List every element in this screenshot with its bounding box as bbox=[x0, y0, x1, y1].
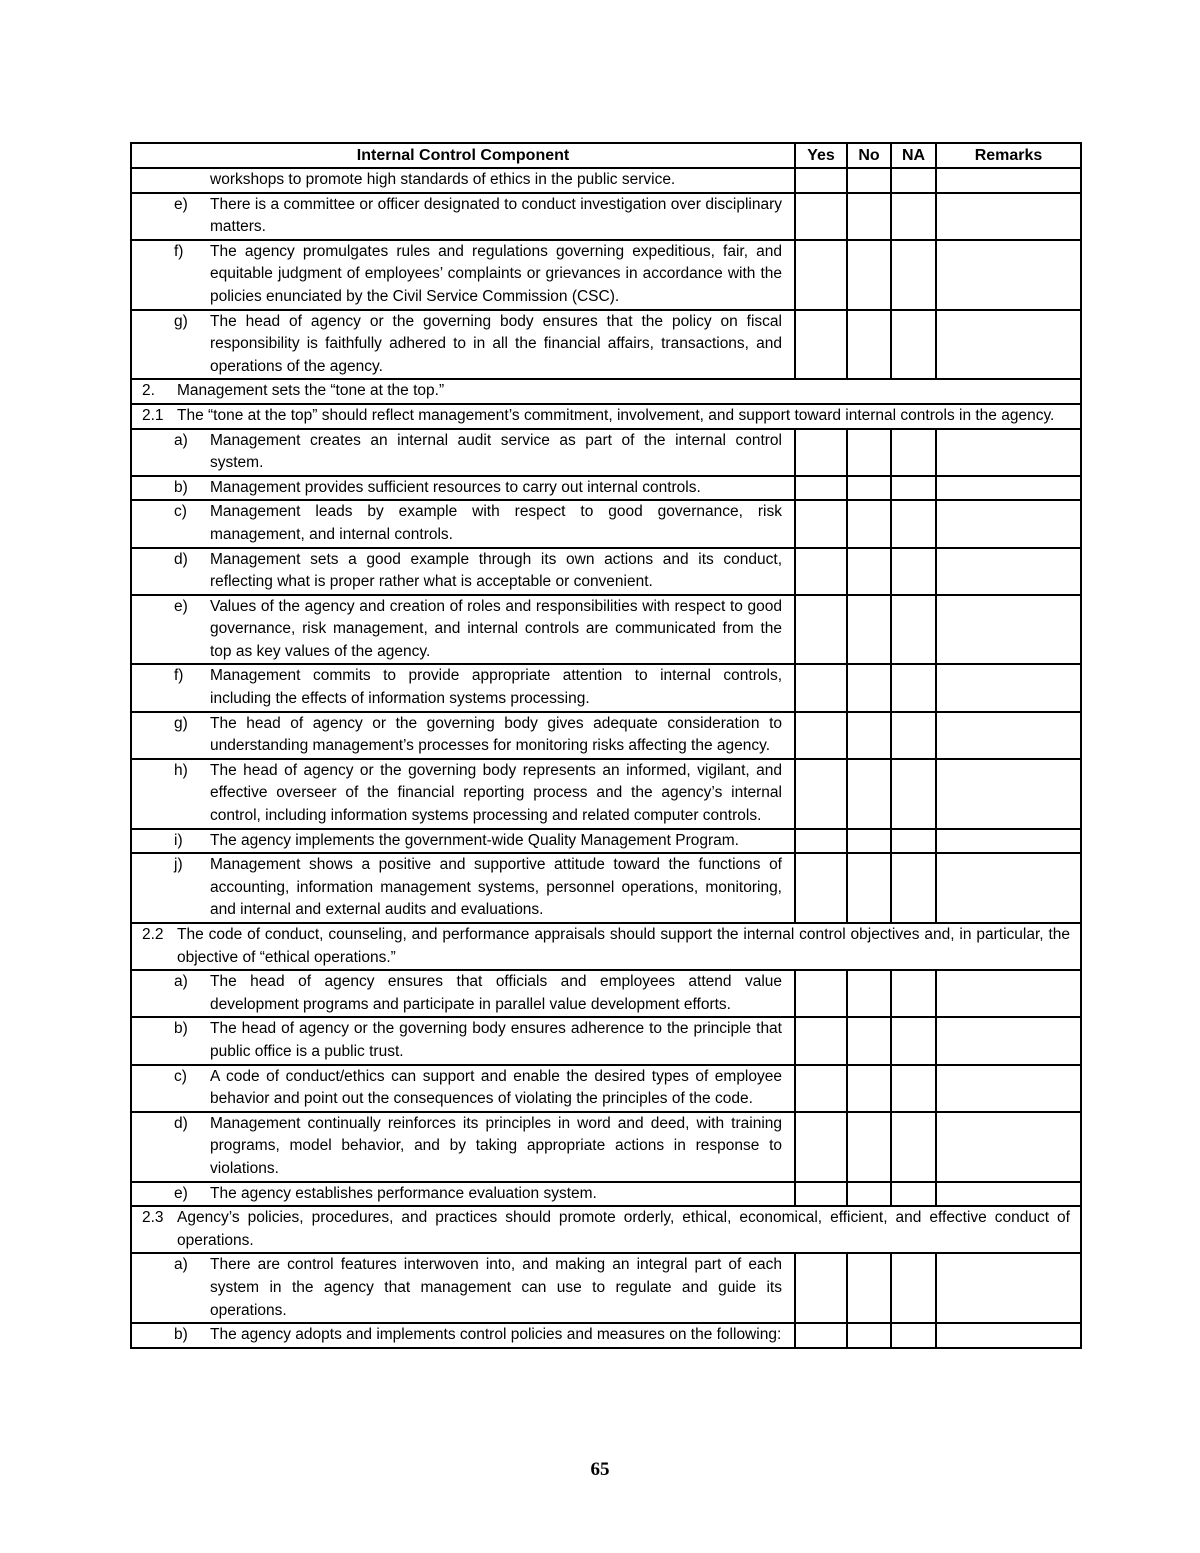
table-row bbox=[131, 168, 1081, 193]
item-letter: b) bbox=[174, 478, 188, 496]
item-letter: g) bbox=[174, 714, 188, 732]
item-cell bbox=[131, 548, 795, 595]
yes-cell[interactable] bbox=[795, 548, 847, 595]
table-header-row bbox=[131, 143, 1081, 168]
table-row bbox=[131, 712, 1081, 759]
section-cell bbox=[131, 404, 1081, 429]
section-row bbox=[131, 1206, 1081, 1253]
item-letter: d) bbox=[174, 1114, 188, 1132]
na-cell[interactable] bbox=[891, 712, 936, 759]
remarks-cell[interactable] bbox=[936, 310, 1081, 380]
item-letter: h) bbox=[174, 761, 188, 779]
table-row bbox=[131, 595, 1081, 665]
na-cell[interactable] bbox=[891, 829, 936, 854]
table-row bbox=[131, 548, 1081, 595]
yes-cell[interactable] bbox=[795, 500, 847, 547]
item-letter: a) bbox=[174, 431, 188, 449]
item-letter: d) bbox=[174, 550, 188, 568]
no-cell[interactable] bbox=[847, 548, 891, 595]
no-cell[interactable] bbox=[847, 1065, 891, 1112]
table-row bbox=[131, 1253, 1081, 1323]
yes-cell[interactable] bbox=[795, 193, 847, 240]
table-row bbox=[131, 1017, 1081, 1064]
header-component: Internal Control Component bbox=[131, 143, 795, 168]
item-letter: c) bbox=[174, 503, 187, 521]
remarks-cell[interactable] bbox=[936, 548, 1081, 595]
yes-cell[interactable] bbox=[795, 970, 847, 1017]
section-text: The code of conduct, counseling, and performance appraisals should support the internal control objectives and, in particular, the objective of “ethical operations.” bbox=[177, 926, 1070, 966]
yes-cell[interactable] bbox=[795, 1253, 847, 1323]
na-cell[interactable] bbox=[891, 193, 936, 240]
item-cell bbox=[131, 1112, 795, 1182]
table-row bbox=[131, 970, 1081, 1017]
yes-cell[interactable] bbox=[795, 429, 847, 476]
yes-cell[interactable] bbox=[795, 1065, 847, 1112]
section-number: 2.3 bbox=[142, 1209, 164, 1227]
item-text: The agency establishes performance evaluation system. bbox=[210, 1184, 597, 1202]
header-na: NA bbox=[891, 143, 936, 168]
no-cell[interactable] bbox=[847, 1112, 891, 1182]
na-cell[interactable] bbox=[891, 853, 936, 923]
table-row bbox=[131, 240, 1081, 310]
section-number: 2. bbox=[142, 382, 155, 400]
table-row bbox=[131, 1112, 1081, 1182]
table-row bbox=[131, 853, 1081, 923]
remarks-cell[interactable] bbox=[936, 1323, 1081, 1348]
yes-cell[interactable] bbox=[795, 476, 847, 501]
yes-cell[interactable] bbox=[795, 1182, 847, 1207]
remarks-cell[interactable] bbox=[936, 500, 1081, 547]
item-letter: a) bbox=[174, 1256, 188, 1274]
item-text: Management shows a positive and supportive attitude toward the functions of accounting, information management systems, personnel operations, monitoring, and internal and external audits and evaluations. bbox=[210, 856, 782, 919]
remarks-cell[interactable] bbox=[936, 476, 1081, 501]
yes-cell[interactable] bbox=[795, 1017, 847, 1064]
no-cell[interactable] bbox=[847, 759, 891, 829]
no-cell[interactable] bbox=[847, 1017, 891, 1064]
item-cell bbox=[131, 1065, 795, 1112]
item-letter: b) bbox=[174, 1326, 188, 1344]
item-letter: b) bbox=[174, 1020, 188, 1038]
section-row bbox=[131, 923, 1081, 970]
remarks-cell[interactable] bbox=[936, 664, 1081, 711]
remarks-cell[interactable] bbox=[936, 712, 1081, 759]
item-letter: g) bbox=[174, 312, 188, 330]
item-text: Values of the agency and creation of roles and responsibilities with respect to good governance, risk management, and internal controls are communicated from the top as key values of the agency. bbox=[210, 597, 782, 660]
no-cell[interactable] bbox=[847, 829, 891, 854]
item-text: The head of agency or the governing body ensures that the policy on fiscal responsibility is faithfully adhered to in all the financial affairs, transactions, and operations of the agency. bbox=[210, 312, 782, 375]
header-yes: Yes bbox=[795, 143, 847, 168]
section-row bbox=[131, 379, 1081, 404]
header-remarks: Remarks bbox=[936, 143, 1081, 168]
na-cell[interactable] bbox=[891, 1323, 936, 1348]
remarks-cell[interactable] bbox=[936, 759, 1081, 829]
yes-cell[interactable] bbox=[795, 853, 847, 923]
table-row bbox=[131, 664, 1081, 711]
section-cell bbox=[131, 923, 1081, 970]
remarks-cell[interactable] bbox=[936, 1112, 1081, 1182]
yes-cell[interactable] bbox=[795, 712, 847, 759]
item-letter: i) bbox=[174, 831, 183, 849]
table-row bbox=[131, 1323, 1081, 1348]
no-cell[interactable] bbox=[847, 853, 891, 923]
table-row bbox=[131, 1065, 1081, 1112]
no-cell[interactable] bbox=[847, 664, 891, 711]
table-row bbox=[131, 759, 1081, 829]
internal-control-checklist-table bbox=[130, 142, 1082, 1349]
remarks-cell[interactable] bbox=[936, 1065, 1081, 1112]
na-cell[interactable] bbox=[891, 500, 936, 547]
item-cell bbox=[131, 829, 795, 854]
section-cell bbox=[131, 379, 1081, 404]
item-cell bbox=[131, 240, 795, 310]
na-cell[interactable] bbox=[891, 240, 936, 310]
na-cell[interactable] bbox=[891, 1017, 936, 1064]
item-cell bbox=[131, 1017, 795, 1064]
yes-cell[interactable] bbox=[795, 595, 847, 665]
remarks-cell[interactable] bbox=[936, 853, 1081, 923]
item-cell bbox=[131, 853, 795, 923]
item-letter: f) bbox=[174, 242, 184, 260]
section-number: 2.2 bbox=[142, 926, 164, 943]
item-text: The head of agency or the governing body ensures adherence to the principle that public office is a public trust. bbox=[210, 1020, 782, 1060]
item-cell bbox=[131, 476, 795, 501]
section-text: Agency’s policies, procedures, and practices should promote orderly, ethical, economical, efficient, and effective conduct of operations. bbox=[177, 1209, 1070, 1249]
item-text: Management creates an internal audit service as part of the internal control system. bbox=[210, 431, 782, 472]
remarks-cell[interactable] bbox=[936, 595, 1081, 665]
header-no: No bbox=[847, 143, 891, 168]
item-text: The head of agency or the governing body gives adequate consideration to understanding management’s processes for monitoring risks affecting the agency. bbox=[210, 714, 782, 755]
item-text: Management commits to provide appropriate attention to internal controls, including the effects of information systems processing. bbox=[210, 667, 782, 708]
item-letter: e) bbox=[174, 1184, 188, 1202]
na-cell[interactable] bbox=[891, 310, 936, 380]
na-cell[interactable] bbox=[891, 759, 936, 829]
item-text: A code of conduct/ethics can support and enable the desired types of employee behavior and point out the consequences of violating the principles of the code. bbox=[210, 1067, 782, 1108]
yes-cell[interactable] bbox=[795, 240, 847, 310]
item-text: The head of agency ensures that officials and employees attend value development programs and participate in parallel value development efforts. bbox=[210, 973, 782, 1013]
na-cell[interactable] bbox=[891, 1065, 936, 1112]
na-cell[interactable] bbox=[891, 548, 936, 595]
remarks-cell[interactable] bbox=[936, 240, 1081, 310]
remarks-cell[interactable] bbox=[936, 970, 1081, 1017]
yes-cell[interactable] bbox=[795, 310, 847, 380]
remarks-cell[interactable] bbox=[936, 1182, 1081, 1207]
item-letter: c) bbox=[174, 1067, 187, 1085]
no-cell[interactable] bbox=[847, 712, 891, 759]
yes-cell[interactable] bbox=[795, 1323, 847, 1348]
item-cell bbox=[131, 1182, 795, 1207]
remarks-cell[interactable] bbox=[936, 1017, 1081, 1064]
item-cell bbox=[131, 500, 795, 547]
table-row bbox=[131, 429, 1081, 476]
no-cell[interactable] bbox=[847, 595, 891, 665]
no-cell[interactable] bbox=[847, 1253, 891, 1323]
no-cell[interactable] bbox=[847, 193, 891, 240]
table-row bbox=[131, 193, 1081, 240]
item-text: Management leads by example with respect to good governance, risk management, and internal controls. bbox=[210, 503, 782, 543]
table-row bbox=[131, 829, 1081, 854]
na-cell[interactable] bbox=[891, 476, 936, 501]
section-cell bbox=[131, 1206, 1081, 1253]
yes-cell[interactable] bbox=[795, 664, 847, 711]
item-text: The agency adopts and implements control policies and measures on the following: bbox=[210, 1326, 782, 1344]
na-cell[interactable] bbox=[891, 595, 936, 665]
na-cell[interactable] bbox=[891, 664, 936, 711]
item-cell bbox=[131, 193, 795, 240]
item-cell bbox=[131, 595, 795, 665]
remarks-cell[interactable] bbox=[936, 168, 1081, 193]
item-letter: f) bbox=[174, 667, 184, 685]
remarks-cell[interactable] bbox=[936, 193, 1081, 240]
item-text: There is a committee or officer designated to conduct investigation over disciplinary matters. bbox=[210, 195, 782, 236]
item-cell bbox=[131, 1253, 795, 1323]
section-row bbox=[131, 404, 1081, 429]
no-cell[interactable] bbox=[847, 500, 891, 547]
item-letter: a) bbox=[174, 973, 188, 991]
item-text: workshops to promote high standards of ethics in the public service. bbox=[131, 168, 795, 193]
item-letter: e) bbox=[174, 597, 188, 615]
no-cell[interactable] bbox=[847, 429, 891, 476]
na-cell[interactable] bbox=[891, 970, 936, 1017]
remarks-cell[interactable] bbox=[936, 829, 1081, 854]
na-cell[interactable] bbox=[891, 168, 936, 193]
yes-cell[interactable] bbox=[795, 829, 847, 854]
yes-cell[interactable] bbox=[795, 759, 847, 829]
yes-cell[interactable] bbox=[795, 168, 847, 193]
no-cell[interactable] bbox=[847, 1323, 891, 1348]
no-cell[interactable] bbox=[847, 970, 891, 1017]
section-text: The “tone at the top” should reflect management’s commitment, involvement, and support toward internal controls in the agency. bbox=[177, 406, 1055, 424]
yes-cell[interactable] bbox=[795, 1112, 847, 1182]
no-cell[interactable] bbox=[847, 310, 891, 380]
item-text: Management sets a good example through its own actions and its conduct, reflecting what is proper rather what is acceptable or convenient. bbox=[210, 550, 782, 591]
item-cell bbox=[131, 664, 795, 711]
section-text: Management sets the “tone at the top.” bbox=[177, 382, 445, 400]
item-text: Management continually reinforces its principles in word and deed, with training programs, model behavior, and by taking appropriate actions in response to violations. bbox=[210, 1114, 782, 1177]
table-row bbox=[131, 500, 1081, 547]
no-cell[interactable] bbox=[847, 240, 891, 310]
table-row bbox=[131, 1182, 1081, 1207]
item-cell bbox=[131, 970, 795, 1017]
remarks-cell[interactable] bbox=[936, 429, 1081, 476]
item-text: There are control features interwoven into, and making an integral part of each system in the agency that management can use to regulate and guide its operations. bbox=[210, 1256, 782, 1319]
item-letter: e) bbox=[174, 195, 188, 213]
na-cell[interactable] bbox=[891, 1182, 936, 1207]
remarks-cell[interactable] bbox=[936, 1253, 1081, 1323]
item-cell bbox=[131, 712, 795, 759]
na-cell[interactable] bbox=[891, 1112, 936, 1182]
section-number: 2.1 bbox=[142, 406, 164, 424]
item-text: The agency promulgates rules and regulations governing expeditious, fair, and equitable judgment of employees’ complaints or grievances in accordance with the policies enunciated by the Civil Service Commission (CSC). bbox=[210, 242, 782, 305]
no-cell[interactable] bbox=[847, 476, 891, 501]
table-row bbox=[131, 310, 1081, 380]
item-cell bbox=[131, 429, 795, 476]
item-letter: j) bbox=[174, 856, 183, 874]
item-cell bbox=[131, 759, 795, 829]
no-cell[interactable] bbox=[847, 1182, 891, 1207]
table-row bbox=[131, 476, 1081, 501]
na-cell[interactable] bbox=[891, 1253, 936, 1323]
item-text: Management provides sufficient resources to carry out internal controls. bbox=[210, 478, 701, 496]
no-cell[interactable] bbox=[847, 168, 891, 193]
na-cell[interactable] bbox=[891, 429, 936, 476]
item-cell bbox=[131, 1323, 795, 1348]
page-number: 65 bbox=[590, 1459, 610, 1480]
item-text: The head of agency or the governing body represents an informed, vigilant, and effective overseer of the financial reporting process and the agency’s internal control, including information systems processing and related computer controls. bbox=[210, 761, 782, 825]
item-text: The agency implements the government-wide Quality Management Program. bbox=[210, 831, 739, 849]
item-cell bbox=[131, 310, 795, 380]
